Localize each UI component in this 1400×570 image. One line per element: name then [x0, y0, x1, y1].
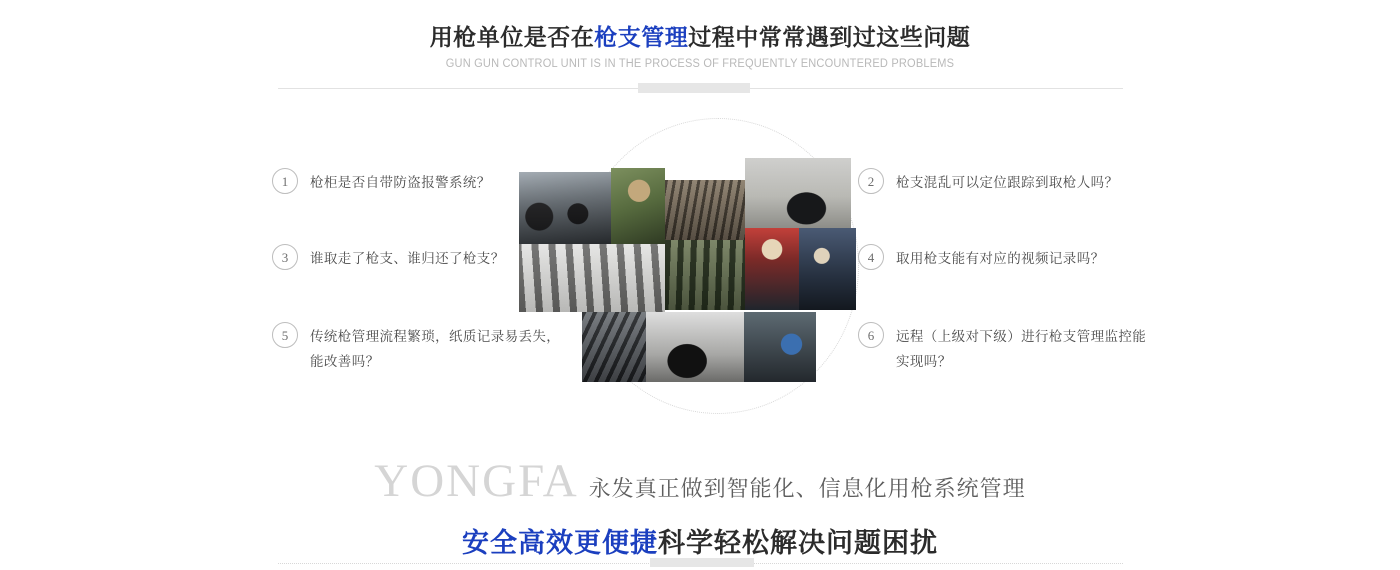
firearm-display-photo — [582, 312, 646, 382]
collage-photo-police-ceremony — [799, 228, 856, 310]
rifle-rack-photo — [665, 180, 745, 240]
collage-photo-firearm-display — [582, 312, 646, 382]
page-title-post: 过程中常常遇到过这些问题 — [688, 24, 971, 50]
collage-photo-marching-soldiers — [665, 240, 745, 310]
question-text-2: 枪支混乱可以定位跟踪到取枪人吗？ — [896, 175, 1119, 190]
question-item-6 — [858, 322, 1148, 374]
brand-name: YONGFA — [374, 455, 579, 507]
collage-photo-rifle-rack — [665, 180, 745, 240]
police-ceremony-photo — [799, 228, 856, 310]
honor-guard-photo — [745, 228, 799, 310]
question-text-6: 远程（上级对下级）进行枪支管理监控能实现吗？ — [896, 329, 1147, 369]
question-number-4: 4 — [858, 244, 884, 270]
page-title — [0, 22, 1400, 52]
slogan — [0, 521, 1400, 560]
question-item-1 — [272, 168, 572, 195]
page-title-highlight: 枪支管理 — [594, 24, 689, 50]
page-header — [0, 22, 1400, 70]
page-title-pre: 用枪单位是否在 — [429, 24, 595, 50]
question-number-6: 6 — [858, 322, 884, 348]
question-item-2 — [858, 168, 1158, 195]
marching-soldiers-photo — [665, 240, 745, 310]
question-text-1: 枪柜是否自带防盗报警系统？ — [310, 175, 491, 190]
question-number-1: 1 — [272, 168, 298, 194]
collage-photo-police-dog-training — [745, 158, 851, 228]
question-item-5 — [272, 322, 562, 374]
armored-vehicle-photo — [646, 312, 744, 382]
collage-photo-officer-workstation — [744, 312, 816, 382]
slogan-rest: 科学轻松解决问题困扰 — [658, 528, 938, 558]
question-number-2: 2 — [858, 168, 884, 194]
collage-photo-soldier-rifle — [611, 168, 665, 244]
collage-photo-honor-guard — [745, 228, 799, 310]
question-item-4 — [858, 244, 1158, 271]
officer-workstation-photo — [744, 312, 816, 382]
question-text-4: 取用枪支能有对应的视频记录吗？ — [896, 251, 1105, 266]
question-number-5: 5 — [272, 322, 298, 348]
police-dog-training-photo — [745, 158, 851, 228]
header-tab-marker — [638, 83, 750, 93]
question-number-3: 3 — [272, 244, 298, 270]
brand-description: 永发真正做到智能化、信息化用枪系统管理 — [588, 476, 1026, 501]
brand-line — [0, 455, 1400, 515]
question-item-3 — [272, 244, 572, 271]
bottom-banner — [0, 455, 1400, 560]
question-text-5: 传统枪管理流程繁琐，纸质记录易丢失，能改善吗？ — [310, 329, 561, 369]
slogan-highlight: 安全高效更便捷 — [462, 528, 658, 558]
page-subtitle: GUN GUN CONTROL UNIT IS IN THE PROCESS OF FREQUENTLY ENCOUNTERED PROBLEMS — [445, 58, 955, 70]
bottom-tab-marker — [650, 558, 754, 567]
soldier-rifle-photo — [611, 168, 665, 244]
question-text-3: 谁取走了枪支、谁归还了枪支？ — [310, 251, 505, 266]
collage-photo-armored-vehicle — [646, 312, 744, 382]
